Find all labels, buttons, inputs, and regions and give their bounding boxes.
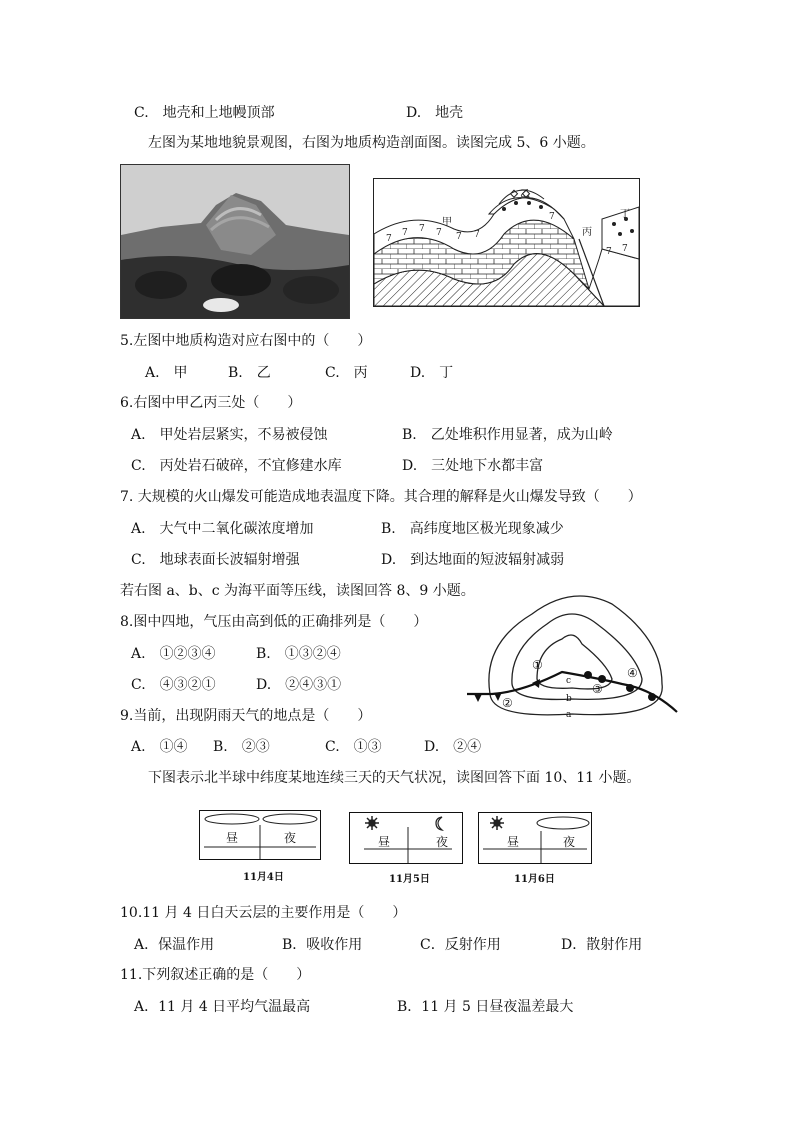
q9-option-d: D. ②④ [424, 739, 482, 755]
intro-10-11: 下图表示北半球中纬度某地连续三天的天气状况，读图回答下面 10、11 小题。 [148, 770, 641, 786]
q5-option-c: C. 丙 [325, 365, 368, 381]
q5-option-b: B. 乙 [228, 365, 271, 381]
q6-option-b: B. 乙处堆积作用显著，成为山岭 [402, 427, 613, 443]
isobar-diagram [462, 584, 680, 724]
label-ding: 丁 [620, 209, 630, 220]
weather-panel-day3 [478, 812, 592, 864]
date-nov-4: 11月4日 [243, 872, 284, 883]
q9-option-a: A. ①④ [131, 739, 188, 755]
q6-option-d: D. 三处地下水都丰富 [402, 458, 544, 474]
option-c-prev: C. 地壳和上地幔顶部 [134, 105, 275, 121]
point-1: ① [532, 658, 543, 672]
option-d-prev: D. 地壳 [406, 105, 464, 121]
date-nov-5: 11月5日 [389, 874, 430, 885]
q7-option-a: A. 大气中二氧化碳浓度增加 [131, 521, 314, 537]
day2-night-label: 夜 [436, 835, 449, 849]
q8-stem: 8.图中四地，气压由高到低的正确排列是（ ） [120, 614, 428, 630]
q6-option-a: A. 甲处岩层紧实，不易被侵蚀 [131, 427, 328, 443]
geologic-section-diagram [373, 178, 640, 307]
q11-option-a: A．11 月 4 日平均气温最高 [134, 999, 311, 1015]
intro-8-9: 若右图 a、b、c 为海平面等压线，读图回答 8、9 小题。 [120, 583, 475, 599]
label-yi: 乙 [520, 189, 530, 200]
weather-panel-day2 [349, 812, 463, 864]
q6-option-c: C. 丙处岩石破碎，不宜修建水库 [131, 458, 342, 474]
q11-stem: 11.下列叙述正确的是（ ） [120, 967, 311, 983]
q5-option-d: D. 丁 [410, 365, 454, 381]
sun-icon [490, 816, 504, 830]
label-jia: 甲 [442, 217, 452, 228]
point-4: ④ [627, 666, 638, 680]
svg-text:7: 7 [386, 234, 392, 244]
day2-day-label: 昼 [378, 835, 391, 849]
svg-text:7: 7 [606, 247, 612, 257]
q9-option-b: B. ②③ [213, 739, 270, 755]
point-2: ② [502, 696, 513, 710]
svg-text:7: 7 [436, 228, 442, 238]
q8-option-b: B. ①③②④ [256, 646, 341, 662]
day1-day-label: 昼 [226, 831, 239, 845]
q9-option-c: C. ①③ [325, 739, 382, 755]
svg-text:7: 7 [474, 230, 480, 240]
svg-text:7: 7 [419, 224, 425, 234]
q7-option-c: C. 地球表面长波辐射增强 [131, 552, 300, 568]
svg-text:7: 7 [402, 228, 408, 238]
date-nov-6: 11月6日 [514, 874, 555, 885]
svg-text:7: 7 [549, 212, 555, 222]
q10-stem: 10.11 月 4 日白天云层的主要作用是（ ） [120, 905, 407, 921]
landform-photo [120, 164, 350, 319]
q8-option-d: D. ②④③① [256, 677, 342, 693]
label-bing: 丙 [582, 227, 592, 238]
q8-option-c: C. ④③②① [131, 677, 216, 693]
intro-5-6: 左图为某地地貌景观图，右图为地质构造剖面图。读图完成 5、6 小题。 [148, 135, 595, 151]
day3-night-label: 夜 [563, 835, 576, 849]
isobar-a: a [566, 710, 572, 720]
sun-icon [365, 816, 379, 830]
q10-option-c: C．反射作用 [420, 937, 501, 953]
point-3: ③ [592, 682, 603, 696]
svg-text:7: 7 [456, 232, 462, 242]
q9-stem: 9.当前，出现阴雨天气的地点是（ ） [120, 708, 372, 724]
landform-photo-drawing [121, 165, 349, 318]
day1-night-label: 夜 [284, 831, 297, 845]
q7-option-d: D. 到达地面的短波辐射减弱 [381, 552, 565, 568]
isobar-b: b [566, 694, 572, 704]
q10-option-d: D．散射作用 [561, 937, 643, 953]
day3-day-label: 昼 [507, 835, 520, 849]
weather-panel-day1 [199, 810, 321, 860]
q10-option-a: A．保温作用 [134, 937, 215, 953]
q10-option-b: B．吸收作用 [282, 937, 363, 953]
isobar-c: c [566, 676, 572, 686]
q5-stem: 5.左图中地质构造对应右图中的（ ） [120, 333, 372, 349]
q7-stem: 7. 大规模的火山爆发可能造成地表温度下降。其合理的解释是火山爆发导致（ ） [120, 489, 642, 505]
q6-stem: 6.右图中甲乙丙三处（ ） [120, 395, 302, 411]
svg-text:7: 7 [622, 244, 628, 254]
q8-option-a: A. ①②③④ [131, 646, 216, 662]
moon-icon [436, 817, 442, 830]
q5-option-a: A. 甲 [145, 365, 188, 381]
q7-option-b: B. 高纬度地区极光现象减少 [381, 521, 564, 537]
q11-option-b: B．11 月 5 日昼夜温差最大 [397, 999, 574, 1015]
